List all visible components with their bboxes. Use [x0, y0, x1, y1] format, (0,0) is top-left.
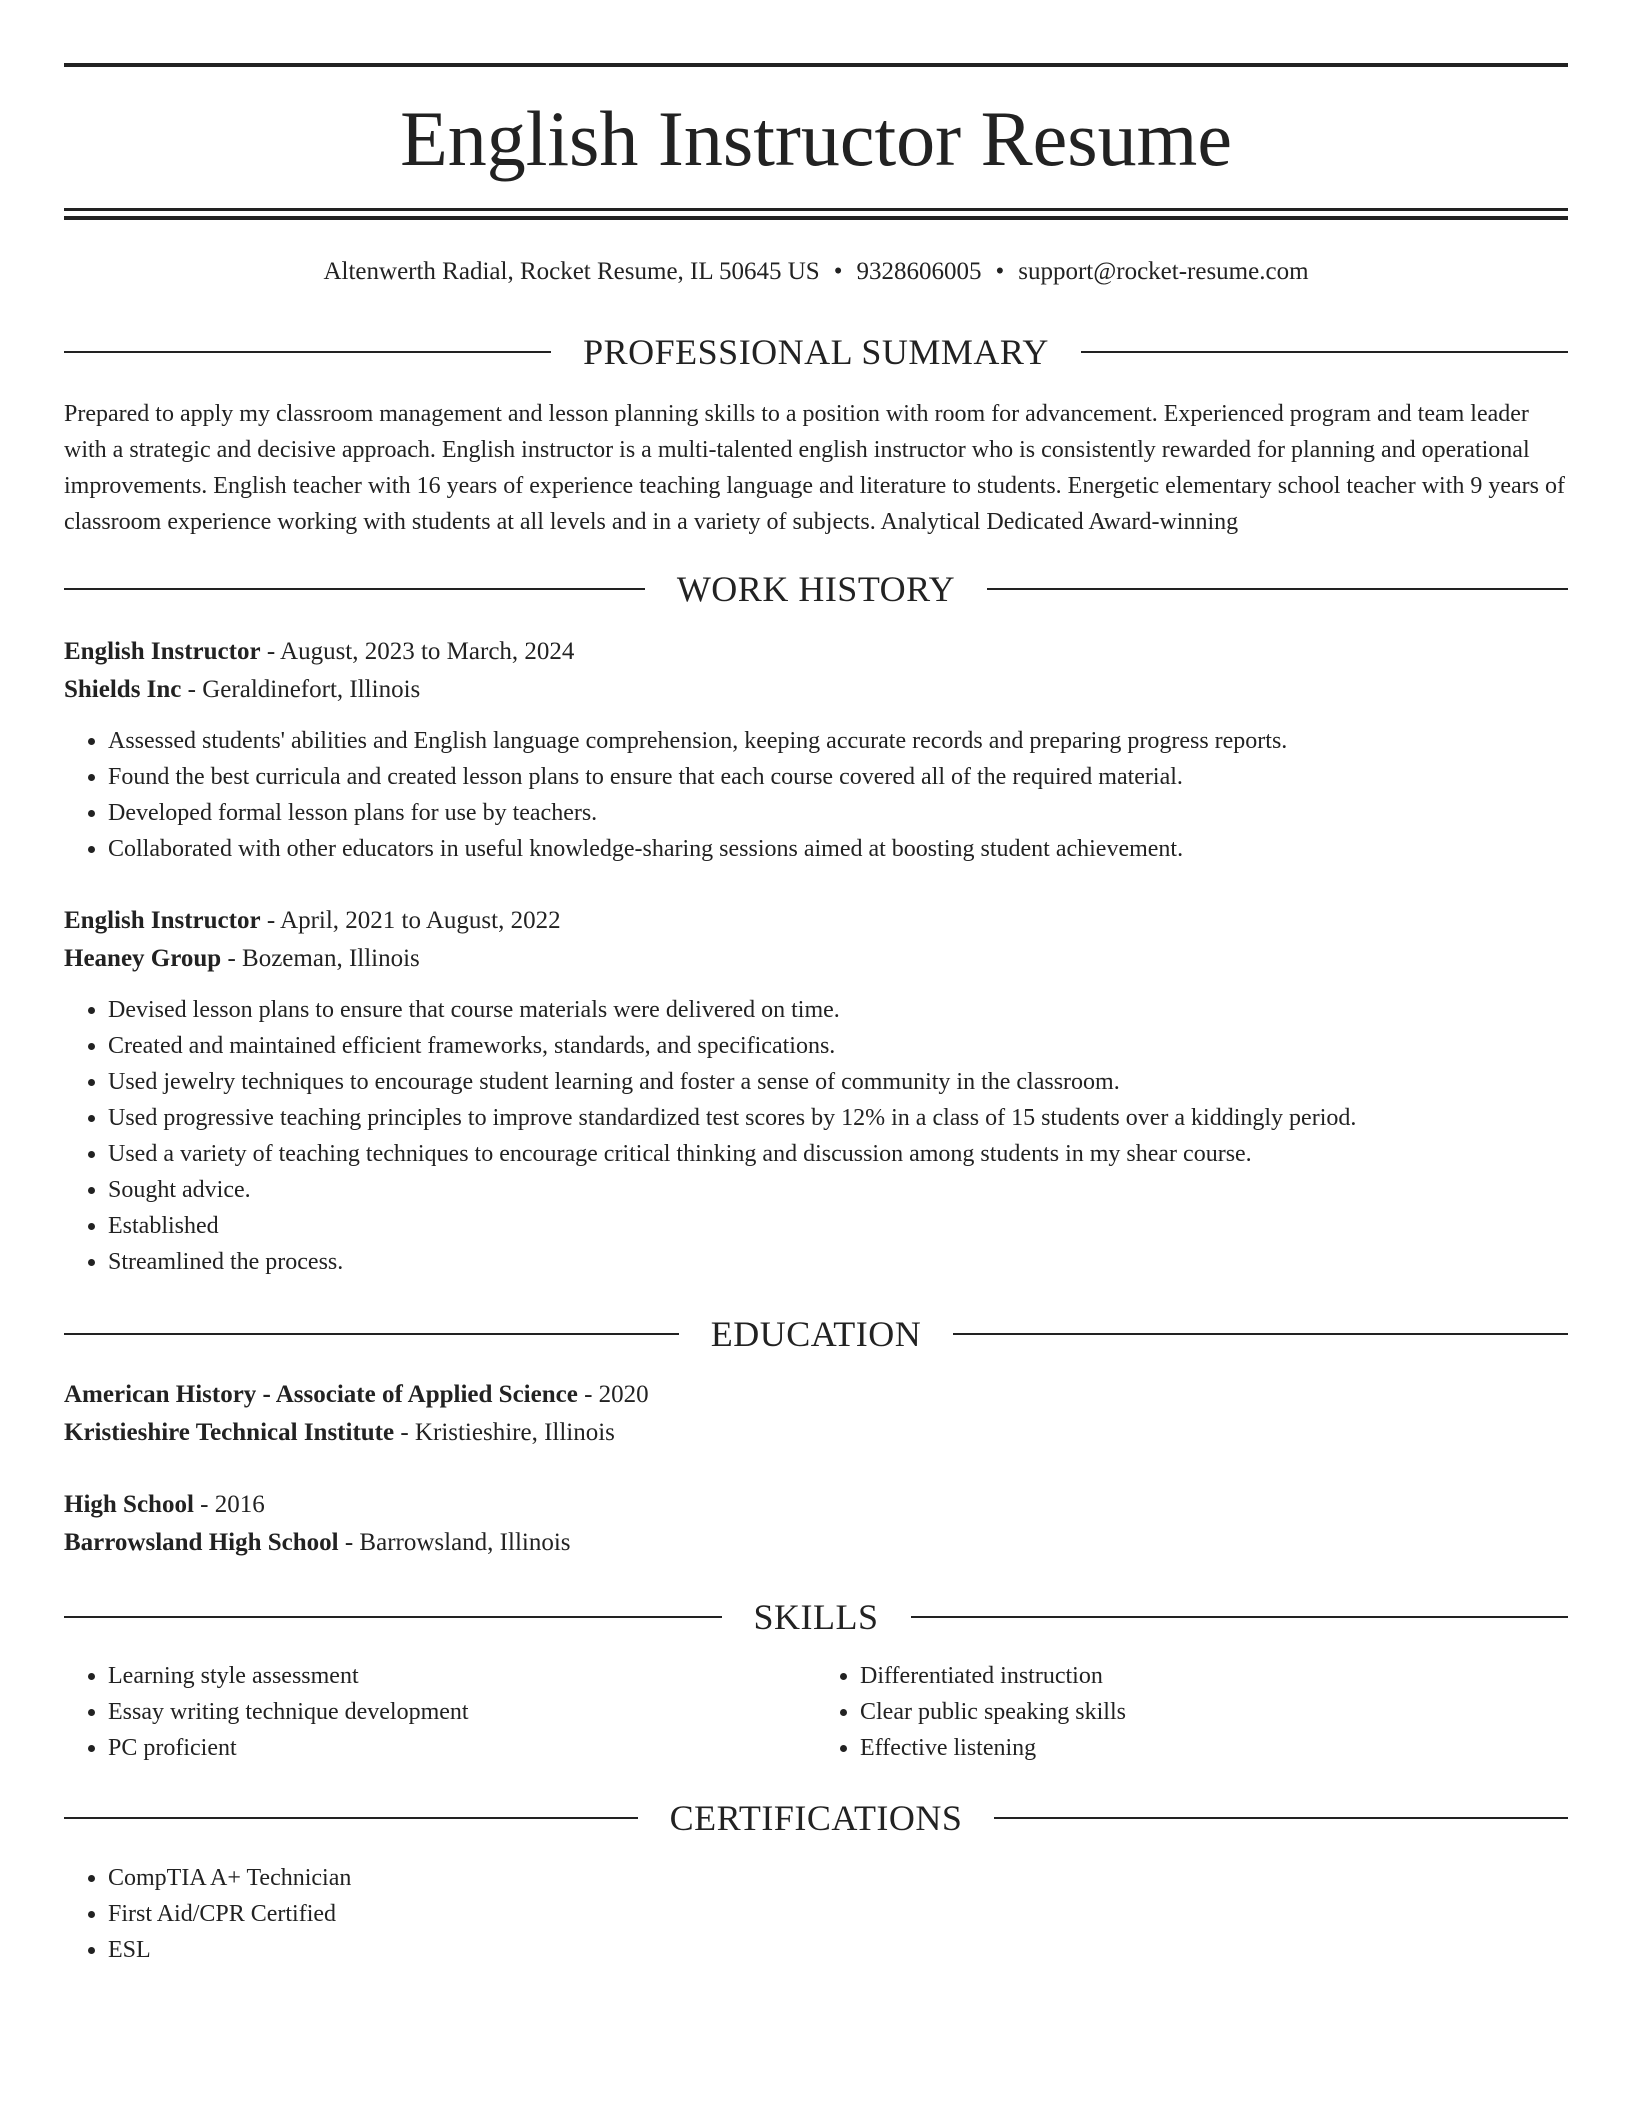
summary-text: Prepared to apply my classroom management and lesson planning skills to a position with room for advancement. Experienced program and team leader with a strategic and decisive approach. English instructor is a multi-talented english instructor who is consistently rewarded for planning and operational improvements. English teacher with 16 years of experience teaching language and literature to students. Energetic elementary school teacher with 9 years of classroom experience working with students at all levels and in a variety of subjects. Analytical Dedicated Award-winning	[64, 401, 1565, 535]
job-company-line	[64, 671, 1568, 709]
skill-item: • PC proficient	[108, 1730, 816, 1766]
degree-line	[64, 1486, 1568, 1524]
skills-column-right	[816, 1658, 1568, 1766]
heading-rule	[994, 1817, 1568, 1819]
degree-line	[64, 1376, 1568, 1414]
list-item: • Used jewelry techniques to encourage student learning and foster a sense of community in the classroom.	[108, 1064, 1568, 1100]
contact-separator: •	[833, 258, 843, 285]
contact-address: Altenwerth Radial, Rocket Resume, IL 50645 US	[323, 258, 820, 285]
heading-rule	[911, 1616, 1569, 1618]
skills-list	[64, 1658, 1568, 1766]
job-location: - Geraldinefort, Illinois	[181, 676, 421, 703]
contact-line	[64, 255, 1568, 289]
heading-rule	[64, 1616, 722, 1618]
job-title: English Instructor	[64, 638, 261, 665]
certifications-section	[64, 1860, 1568, 1968]
certification-item: • First Aid/CPR Certified	[108, 1896, 1568, 1932]
heading-rule	[953, 1333, 1568, 1335]
summary-section	[64, 396, 1568, 540]
school-location: - Kristieshire, Illinois	[394, 1419, 615, 1446]
degree-name: High School	[64, 1491, 194, 1518]
job-title-line	[64, 902, 1568, 940]
list-item: • Sought advice.	[108, 1172, 1568, 1208]
school-location: - Barrowsland, Illinois	[338, 1529, 571, 1556]
top-rule	[64, 63, 1568, 67]
skill-item: • Effective listening	[860, 1730, 1568, 1766]
school-line	[64, 1414, 1568, 1452]
list-item: • Used a variety of teaching techniques to encourage critical thinking and discussion among students in my shear course.	[108, 1136, 1568, 1172]
list-item: • Found the best curricula and created lesson plans to ensure that each course covered all of the required material.	[108, 759, 1568, 795]
education-entry	[64, 1376, 1568, 1452]
job-dates: - April, 2021 to August, 2022	[260, 907, 561, 934]
list-item: • Used progressive teaching principles to improve standardized test scores by 12% in a class of 15 students over a kiddingly period.	[108, 1100, 1568, 1136]
certifications-heading-label: CERTIFICATIONS	[669, 1798, 963, 1838]
skill-item: • Clear public speaking skills	[860, 1694, 1568, 1730]
school-name: Kristieshire Technical Institute	[64, 1419, 395, 1446]
job-bullets	[64, 723, 1568, 867]
job-entry	[64, 633, 1568, 867]
heading-rule	[64, 1817, 638, 1819]
contact-separator: •	[995, 258, 1005, 285]
certifications-heading	[64, 1795, 1568, 1841]
job-company-line	[64, 940, 1568, 978]
skill-item: • Differentiated instruction	[860, 1658, 1568, 1694]
list-item: • Devised lesson plans to ensure that course materials were delivered on time.	[108, 992, 1568, 1028]
resume-title: English Instructor Resume	[400, 95, 1232, 182]
job-location: - Bozeman, Illinois	[221, 945, 420, 972]
job-dates: - August, 2023 to March, 2024	[260, 638, 575, 665]
list-item: • Streamlined the process.	[108, 1244, 1568, 1280]
summary-heading-label: PROFESSIONAL SUMMARY	[583, 332, 1049, 372]
degree-year: - 2020	[577, 1381, 649, 1408]
list-item: • Established	[108, 1208, 1568, 1244]
degree-year: - 2016	[193, 1491, 265, 1518]
heading-rule	[64, 1333, 679, 1335]
job-company: Heaney Group	[64, 945, 222, 972]
certification-item: • ESL	[108, 1932, 1568, 1968]
heading-rule	[987, 588, 1568, 590]
job-entry	[64, 902, 1568, 1280]
skill-item: • Essay writing technique development	[108, 1694, 816, 1730]
heading-rule	[1081, 351, 1568, 353]
school-name: Barrowsland High School	[64, 1529, 339, 1556]
job-company: Shields Inc	[64, 676, 182, 703]
education-heading-label: EDUCATION	[710, 1314, 922, 1354]
job-title: English Instructor	[64, 907, 261, 934]
work-heading-label: WORK HISTORY	[676, 569, 956, 609]
list-item: • Developed formal lesson plans for use by teachers.	[108, 795, 1568, 831]
summary-heading	[64, 329, 1568, 375]
list-item: • Collaborated with other educators in useful knowledge-sharing sessions aimed at boosting student achievement.	[108, 831, 1568, 867]
title-rule-lower	[64, 216, 1568, 220]
education-heading	[64, 1311, 1568, 1357]
job-bullets	[64, 992, 1568, 1280]
heading-rule	[64, 588, 645, 590]
skills-heading	[64, 1594, 1568, 1640]
skills-column-left	[64, 1658, 816, 1766]
certifications-list	[64, 1860, 1568, 1968]
degree-name: American History - Associate of Applied Science	[64, 1381, 578, 1408]
contact-phone: 9328606005	[856, 258, 982, 285]
education-entry	[64, 1486, 1568, 1562]
list-item: • Assessed students' abilities and English language comprehension, keeping accurate records and preparing progress reports.	[108, 723, 1568, 759]
school-line	[64, 1524, 1568, 1562]
heading-rule	[64, 351, 551, 353]
work-heading	[64, 566, 1568, 612]
title-rule-upper	[64, 208, 1568, 211]
contact-email: support@rocket-resume.com	[1018, 258, 1309, 285]
skills-heading-label: SKILLS	[753, 1597, 879, 1637]
certification-item: • CompTIA A+ Technician	[108, 1860, 1568, 1896]
list-item: • Created and maintained efficient frameworks, standards, and specifications.	[108, 1028, 1568, 1064]
job-title-line	[64, 633, 1568, 671]
skill-item: • Learning style assessment	[108, 1658, 816, 1694]
